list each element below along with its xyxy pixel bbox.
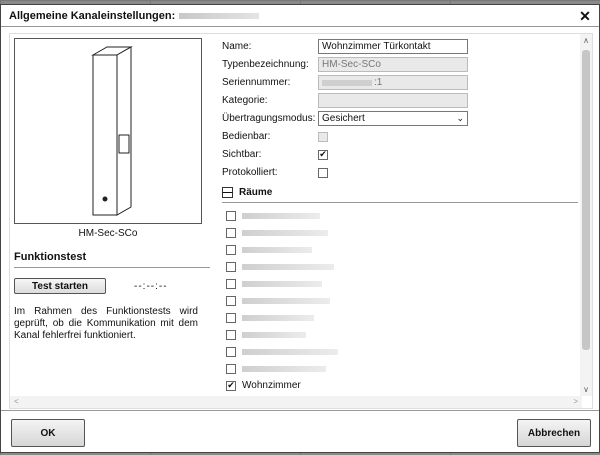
function-test-heading: Funktionstest (14, 251, 210, 268)
device-image (14, 38, 202, 224)
mode-selected-value: Gesichert (322, 113, 365, 124)
room-item[interactable] (222, 275, 578, 292)
type-label: Typenbezeichnung: (222, 59, 309, 70)
name-row (222, 38, 578, 55)
rooms-section-header (222, 187, 578, 203)
room-item[interactable] (222, 241, 578, 258)
type-field: HM-Sec-SCo (318, 57, 468, 72)
redacted-room-label (242, 366, 326, 372)
visible-row (222, 146, 578, 163)
device-caption: HM-Sec-SCo (78, 228, 138, 239)
logged-row (222, 164, 578, 181)
room-list (222, 207, 578, 394)
function-test-description: Im Rahmen des Funktionstests wird geprüft, ob die Kommunikation mit dem Kanal fehlerfrei funktioniert. (14, 306, 198, 341)
redacted-room-label (242, 332, 306, 338)
redacted-room-label (242, 298, 330, 304)
right-panel (222, 38, 578, 394)
ok-button[interactable]: OK (11, 419, 85, 447)
dialog-title: Allgemeine Kanaleinstellungen: (9, 9, 176, 22)
scroll-right-icon[interactable]: > (573, 397, 578, 406)
scroll-up-icon[interactable]: ∧ (583, 36, 589, 45)
scroll-down-icon[interactable]: ∨ (583, 385, 589, 394)
room-item[interactable] (222, 207, 578, 224)
room-checkbox[interactable] (226, 330, 236, 340)
room-item[interactable] (222, 224, 578, 241)
vertical-scrollbar[interactable] (580, 34, 592, 396)
category-row (222, 92, 578, 109)
room-checkbox[interactable] (226, 245, 236, 255)
room-checkbox[interactable] (226, 364, 236, 374)
redacted-room-label (242, 315, 314, 321)
room-checkbox[interactable] (226, 211, 236, 221)
serial-field (318, 75, 468, 90)
scrollbar-thumb[interactable] (582, 50, 590, 350)
rooms-heading: Räume (239, 187, 273, 198)
room-checkbox[interactable] (226, 279, 236, 289)
redacted-room-label (242, 213, 320, 219)
dialog-content (9, 33, 593, 409)
test-status-time: --:--:-- (134, 280, 168, 292)
cancel-button[interactable]: Abbrechen (517, 419, 591, 447)
redacted-room-label (242, 247, 312, 253)
room-checkbox[interactable] (226, 296, 236, 306)
type-row (222, 56, 578, 73)
scroll-left-icon[interactable]: < (14, 397, 19, 406)
room-checkbox[interactable] (226, 262, 236, 272)
room-checkbox[interactable] (226, 381, 236, 391)
room-checkbox[interactable] (226, 313, 236, 323)
name-label: Name: (222, 41, 252, 52)
category-label: Kategorie: (222, 95, 268, 106)
redacted-room-label (242, 281, 322, 287)
operable-checkbox (318, 132, 328, 142)
horizontal-scrollbar[interactable] (10, 396, 582, 408)
door-contact-icon (15, 39, 201, 223)
room-item[interactable] (222, 326, 578, 343)
logged-checkbox[interactable] (318, 168, 328, 178)
left-panel (14, 38, 210, 342)
redacted-serial (322, 80, 372, 86)
room-item[interactable] (222, 360, 578, 377)
channel-settings-dialog (0, 4, 600, 453)
redacted-room-label (242, 230, 328, 236)
room-item[interactable] (222, 309, 578, 326)
collapse-icon[interactable]: — (222, 187, 233, 198)
redacted-device-name (179, 13, 259, 19)
function-test-row (14, 278, 210, 294)
category-field (318, 93, 468, 108)
close-icon[interactable]: ✕ (579, 8, 591, 24)
room-item[interactable] (222, 343, 578, 360)
name-input[interactable]: Wohnzimmer Türkontakt (318, 39, 468, 54)
chevron-down-icon: ⌄ (456, 113, 464, 123)
transmission-mode-select[interactable] (318, 111, 468, 126)
visible-checkbox[interactable] (318, 150, 328, 160)
start-test-button[interactable]: Test starten (14, 278, 106, 294)
room-item[interactable] (222, 258, 578, 275)
dialog-titlebar (1, 5, 599, 27)
redacted-room-label (242, 349, 338, 355)
dialog-footer (1, 410, 599, 452)
mode-label: Übertragungsmodus: (222, 113, 316, 124)
mode-row (222, 110, 578, 127)
operable-label: Bedienbar: (222, 131, 271, 142)
check-icon: ✔ (227, 380, 235, 390)
room-item[interactable] (222, 292, 578, 309)
redacted-room-label (242, 264, 334, 270)
serial-suffix: :1 (374, 77, 383, 88)
check-icon: ✔ (319, 149, 327, 159)
logged-label: Protokolliert: (222, 167, 278, 178)
room-checkbox[interactable] (226, 228, 236, 238)
room-item[interactable] (222, 377, 578, 394)
serial-row (222, 74, 578, 91)
operable-row (222, 128, 578, 145)
room-checkbox[interactable] (226, 347, 236, 357)
visible-label: Sichtbar: (222, 149, 262, 160)
room-label: Wohnzimmer (242, 380, 301, 391)
serial-label: Seriennummer: (222, 77, 291, 88)
